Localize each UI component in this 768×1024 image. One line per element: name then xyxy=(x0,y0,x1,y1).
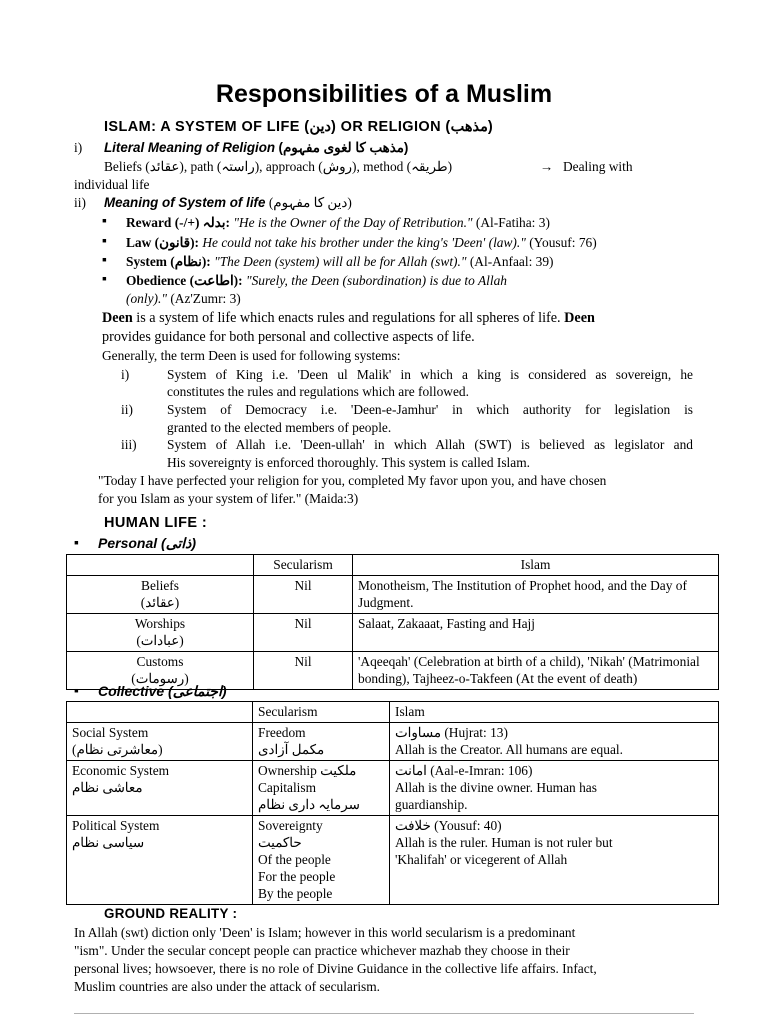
table-cell: Salaat, Zakaaat, Fasting and Hajj xyxy=(353,614,719,652)
table-cell xyxy=(67,761,253,816)
table-header-row xyxy=(67,702,719,723)
bullet-obedience xyxy=(126,273,507,289)
cell-text: 'Khalifah' or vicegerent of Allah xyxy=(395,852,568,867)
deen-paragraph-line1 xyxy=(102,310,595,327)
table-header-cell: Islam xyxy=(353,555,719,576)
table-cell xyxy=(390,816,719,905)
cell-text: خلافت (Yousuf: 40) xyxy=(395,818,502,833)
cell-text: مکمل آزادی xyxy=(258,742,325,757)
item-ii-number: ii) xyxy=(74,195,86,210)
table-row xyxy=(67,816,719,905)
section-heading-islam: ISLAM: A SYSTEM OF LIFE (دین) OR RELIGION (مذھب) xyxy=(104,119,494,135)
item-ii-heading xyxy=(104,195,352,211)
bullet-ref: (Al-Anfaal: 39) xyxy=(469,254,554,269)
ground-reality-heading: GROUND REALITY : xyxy=(104,906,238,921)
table-header-cell xyxy=(67,555,254,576)
cell-text: (معاشرتی نظام) xyxy=(72,742,163,757)
footer-divider xyxy=(74,1013,694,1014)
arrow-icon: → xyxy=(540,159,554,174)
item-i-line2: individual life xyxy=(74,177,150,192)
table-cell xyxy=(253,723,390,761)
cell-text: سیاسی نظام xyxy=(72,835,145,850)
cell-text: Sovereignty xyxy=(258,818,323,833)
maida-quote-line2: for you Islam as your system of lifer." (Maida:3) xyxy=(98,491,359,506)
item-i-heading xyxy=(104,140,408,156)
item-i-urdu: (مذھب کا لغوی مفہوم) xyxy=(278,140,409,155)
personal-table xyxy=(66,554,719,690)
item-i-line: Beliefs (عقائد), path (راستہ), approach (روش), method (طریقہ) xyxy=(104,159,453,174)
system-line: System of King i.e. 'Deen ul Malik' in which a king is considered as sovereign, he xyxy=(167,367,693,382)
item-i-label: Literal Meaning of Religion xyxy=(104,140,276,155)
table-cell xyxy=(390,723,719,761)
system-line: His sovereignty is enforced thoroughly. This system is called Islam. xyxy=(167,455,530,470)
ground-reality-line: In Allah (swt) diction only 'Deen' is Islam; however in this world secularism is a predominant xyxy=(74,925,576,940)
table-header-cell: Islam xyxy=(390,702,719,723)
item-i-number: i) xyxy=(74,140,83,155)
table-cell xyxy=(67,614,254,652)
cell-text: Political System xyxy=(72,818,160,833)
cell-text: Allah is the ruler. Human is not ruler but xyxy=(395,835,613,850)
bullet-obedience-cont xyxy=(126,291,241,307)
table-row xyxy=(67,576,719,614)
bullet-reward xyxy=(126,215,550,231)
cell-text: Customs xyxy=(136,654,184,669)
table-cell xyxy=(253,816,390,905)
system-line: System of Allah i.e. 'Deen-ullah' in which Allah (SWT) is believed as legislator and xyxy=(167,437,693,452)
cell-text: 'Aqeeqah' (Celebration at birth of a child), 'Nikah' (Matrimonial xyxy=(358,654,700,669)
ground-reality-line: Muslim countries are also under the attack of secularism. xyxy=(74,979,381,994)
cell-text: (رسومات) xyxy=(131,671,189,686)
ground-reality-line: "ism". Under the secular concept people can practice whichever mazhab they choose in their xyxy=(74,943,570,958)
system-number: i) xyxy=(121,367,130,382)
cell-text: (عقائد) xyxy=(140,595,180,610)
bullet-quote-cont: (only)." xyxy=(126,291,167,306)
personal-label: ▪ Personal (ذاتی) xyxy=(98,535,196,552)
cell-text: مساوات (Hujrat: 13) xyxy=(395,725,508,740)
cell-text: امانت (Aal-e-Imran: 106) xyxy=(395,763,533,778)
cell-text: Freedom xyxy=(258,725,306,740)
cell-text: Social System xyxy=(72,725,149,740)
table-header-cell: Secularism xyxy=(253,702,390,723)
systems-intro: Generally, the term Deen is used for following systems: xyxy=(102,348,401,363)
table-cell xyxy=(67,816,253,905)
cell-text: For the people xyxy=(258,869,336,884)
cell-text: Worships xyxy=(134,616,186,631)
bullet-quote: "Surely, the Deen (subordination) is due to Allah xyxy=(245,273,507,288)
table-cell xyxy=(353,652,719,690)
human-life-heading: HUMAN LIFE : xyxy=(104,515,208,531)
collective-label: ▪ Collective (اجتماعی) xyxy=(98,683,227,700)
bullet-law xyxy=(126,235,597,251)
bullet-ref: (Al-Fatiha: 3) xyxy=(475,215,550,230)
table-cell: Monotheism, The Institution of Prophet hood, and the Day of Judgment. xyxy=(353,576,719,614)
table-cell xyxy=(67,723,253,761)
cell-text: Beliefs xyxy=(141,578,179,593)
bullet-label: Obedience (اطاعت): xyxy=(126,273,243,288)
item-ii-urdu: (دین کا مفہوم) xyxy=(268,195,352,210)
deen-text: is a system of life which enacts rules and regulations for all spheres of life. xyxy=(132,310,565,326)
bullet-quote: "The Deen (system) will all be for Allah (swt)." xyxy=(214,254,467,269)
table-row xyxy=(67,761,719,816)
bullet-label: Law (قانون): xyxy=(126,235,199,250)
cell-text: Of the people xyxy=(258,852,331,867)
deen-term: Deen xyxy=(564,310,595,326)
bullet-ref: (Yousuf: 76) xyxy=(529,235,597,250)
bullet-quote: "He is the Owner of the Day of Retribution." xyxy=(233,215,473,230)
system-number: iii) xyxy=(121,437,137,452)
cell-text: Allah is the divine owner. Human has xyxy=(395,780,597,795)
bullet-ref: (Az'Zumr: 3) xyxy=(170,291,241,306)
system-line: constitutes the rules and regulations which are followed. xyxy=(167,384,469,399)
table-header-cell: Secularism xyxy=(254,555,353,576)
table-cell: Nil xyxy=(254,652,353,690)
bullet-label: System (نظام): xyxy=(126,254,211,269)
deen-paragraph-line2: provides guidance for both personal and collective aspects of life. xyxy=(102,329,475,345)
cell-text: معاشی نظام xyxy=(72,780,143,795)
table-cell xyxy=(253,761,390,816)
system-number: ii) xyxy=(121,402,133,417)
item-ii-label: Meaning of System of life xyxy=(104,195,266,210)
maida-quote-line1: "Today I have perfected your religion for you, completed My favor upon you, and have chosen xyxy=(98,473,607,488)
cell-text: Allah is the Creator. All humans are equal. xyxy=(395,742,623,757)
cell-text: guardianship. xyxy=(395,797,468,812)
table-cell xyxy=(390,761,719,816)
cell-text: Ownership ملکیت xyxy=(258,763,357,778)
table-row xyxy=(67,723,719,761)
bullet-quote: He could not take his brother under the king's 'Deen' (law)." xyxy=(202,235,526,250)
cell-text: Economic System xyxy=(72,763,170,778)
collective-table xyxy=(66,701,719,905)
system-line: System of Democracy i.e. 'Deen-e-Jamhur' in which authority for legislation is xyxy=(167,402,693,417)
table-cell xyxy=(67,576,254,614)
table-cell: Nil xyxy=(254,614,353,652)
cell-text: حاکمیت xyxy=(258,835,302,850)
item-i-arrow-text: Dealing with xyxy=(563,159,633,174)
cell-text: By the people xyxy=(258,886,333,901)
table-header-row xyxy=(67,555,719,576)
cell-text: Capitalism xyxy=(258,780,317,795)
ground-reality-line: personal lives; howsoever, there is no role of Divine Guidance in the collective life affairs. Infact, xyxy=(74,961,597,976)
cell-text: (عبادات) xyxy=(136,633,184,648)
page-title: Responsibilities of a Muslim xyxy=(215,80,553,108)
cell-text: سرمایہ داری نظام xyxy=(258,797,360,812)
system-line: granted to the elected members of people. xyxy=(167,420,392,435)
cell-text: bonding), Tajheez-o-Takfeen (At the event of death) xyxy=(358,671,638,686)
table-header-cell xyxy=(67,702,253,723)
deen-term: Deen xyxy=(102,310,133,326)
table-row xyxy=(67,614,719,652)
table-cell: Nil xyxy=(254,576,353,614)
bullet-system xyxy=(126,254,554,270)
bullet-label: Reward (-/+) بدلہ: xyxy=(126,215,230,230)
